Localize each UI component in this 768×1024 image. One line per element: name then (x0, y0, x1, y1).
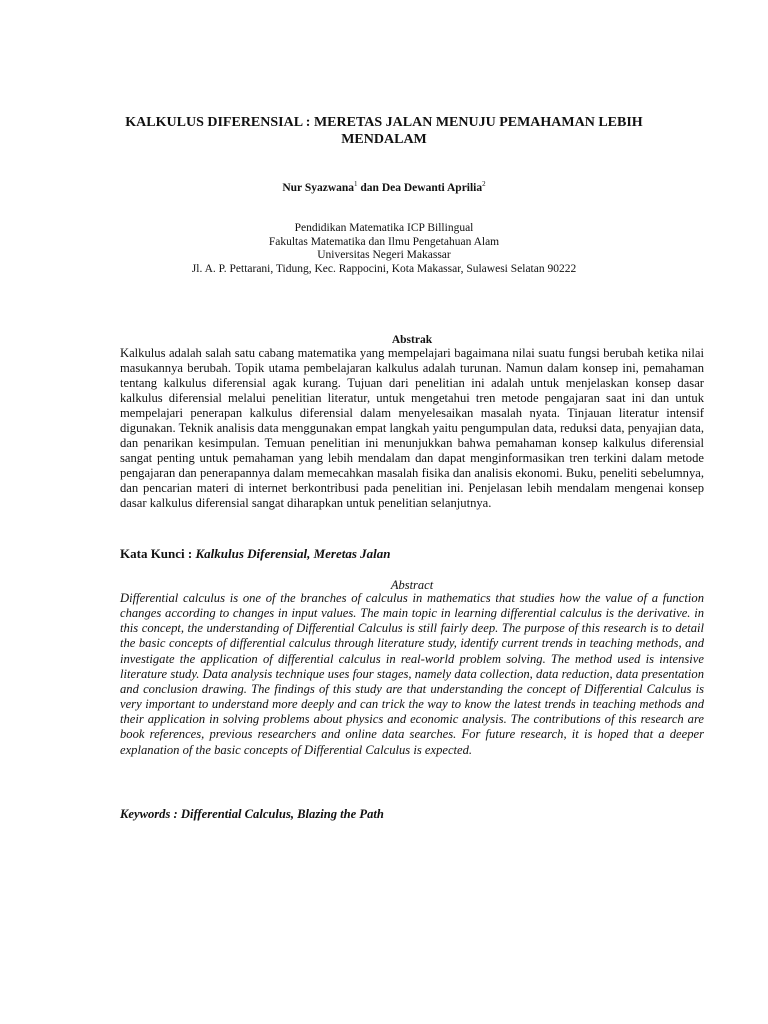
affiliation-university: Universitas Negeri Makassar (317, 249, 451, 261)
affiliation-block (100, 222, 668, 276)
keywords-id-label: Kata Kunci : (120, 546, 196, 561)
author-2-affiliation-mark: 2 (482, 180, 486, 189)
paper-title: KALKULUS DIFERENSIAL : MERETAS JALAN MENUJU PEMAHAMAN LEBIH MENDALAM (125, 115, 643, 147)
keywords-id (120, 546, 391, 562)
keywords-en: Keywords : Differential Calculus, Blazing the Path (120, 807, 384, 821)
abstract-id-body: Kalkulus adalah salah satu cabang matematika yang mempelajari bagaimana nilai suatu fungsi berubah ketika nilai masukannya berubah. Topik utama pembelajaran kalkulus adalah turunan. Namun dalam konsep ini, pemahaman tentang kalkulus diferensial agak kurang. Tujuan dari penelitian ini adalah untuk menjelaskan konsep dasar kalkulus diferensial melalui penelitian literatur, untuk mengetahui tren metode pengajaran saat ini dan untuk mempelajari penerapan kalkulus diferensial dalam menyelesaikan masalah nyata. Tinjauan literatur intensif digunakan. Teknik analisis data menggunakan empat langkah yaitu pengumpulan data, reduksi data, penyajian data, dan penarikan kesimpulan. Temuan penelitian ini menunjukkan bahwa pemahaman konsep kalkulus diferensial sangat penting untuk pemahaman yang lebih mendalam dan dapat menginformasikan tren terkini dalam metode pengajaran dan penerapannya dalam memecahkan masalah fisika dan analisis ekonomi. Buku, peneliti sebelumnya, dan pencarian materi di internet berkontribusi pada penelitian ini. Penjelasan lebih mendalam mengenai konsep dasar kalkulus diferensial sangat diharapkan untuk penelitian selanjutnya. (120, 346, 704, 510)
keywords-id-value: Kalkulus Diferensial, Meretas Jalan (195, 546, 391, 561)
affiliation-program: Pendidikan Matematika ICP Billingual (294, 222, 474, 234)
abstract-en-heading: Abstract (390, 578, 434, 592)
affiliation-faculty: Fakultas Matematika dan Ilmu Pengetahuan Alam (268, 235, 500, 248)
author-2-name: Dea Dewanti Aprilia (381, 182, 483, 194)
author-list (100, 181, 668, 195)
author-connector: dan (357, 182, 382, 194)
author-1-affiliation-mark: 1 (354, 180, 358, 189)
affiliation-address: Jl. A. P. Pettarani, Tidung, Kec. Rappocini, Kota Makassar, Sulawesi Selatan 90222 (191, 262, 577, 275)
author-1-name: Nur Syazwana (282, 182, 355, 194)
abstract-id-heading: Abstrak (391, 334, 433, 346)
abstract-en-body: Differential calculus is one of the branches of calculus in mathematics that studies how the value of a function changes according to changes in input values. The main topic in learning differential calculus is the derivative. in this concept, the understanding of Differential Calculus is still fairly deep. The purpose of this research is to detail the basic concepts of differential calculus through literature study, identify current trends in teaching methods, and investigate the application of differential calculus in real-world problem solving. The method used is intensive literature study. Data analysis technique uses four stages, namely data collection, data reduction, data presentation and conclusion drawing. The findings of this study are that understanding the concept of Differential Calculus is very important to understand more deeply and can trick the way to know the latest trends in teaching methods and their application in solving problems about physics and economic analysis. The contributions of this research are book references, previous researchers and online data searches. For future research, it is hoped that a deeper explanation of the basic concepts of Differential Calculus is expected. (120, 591, 704, 757)
